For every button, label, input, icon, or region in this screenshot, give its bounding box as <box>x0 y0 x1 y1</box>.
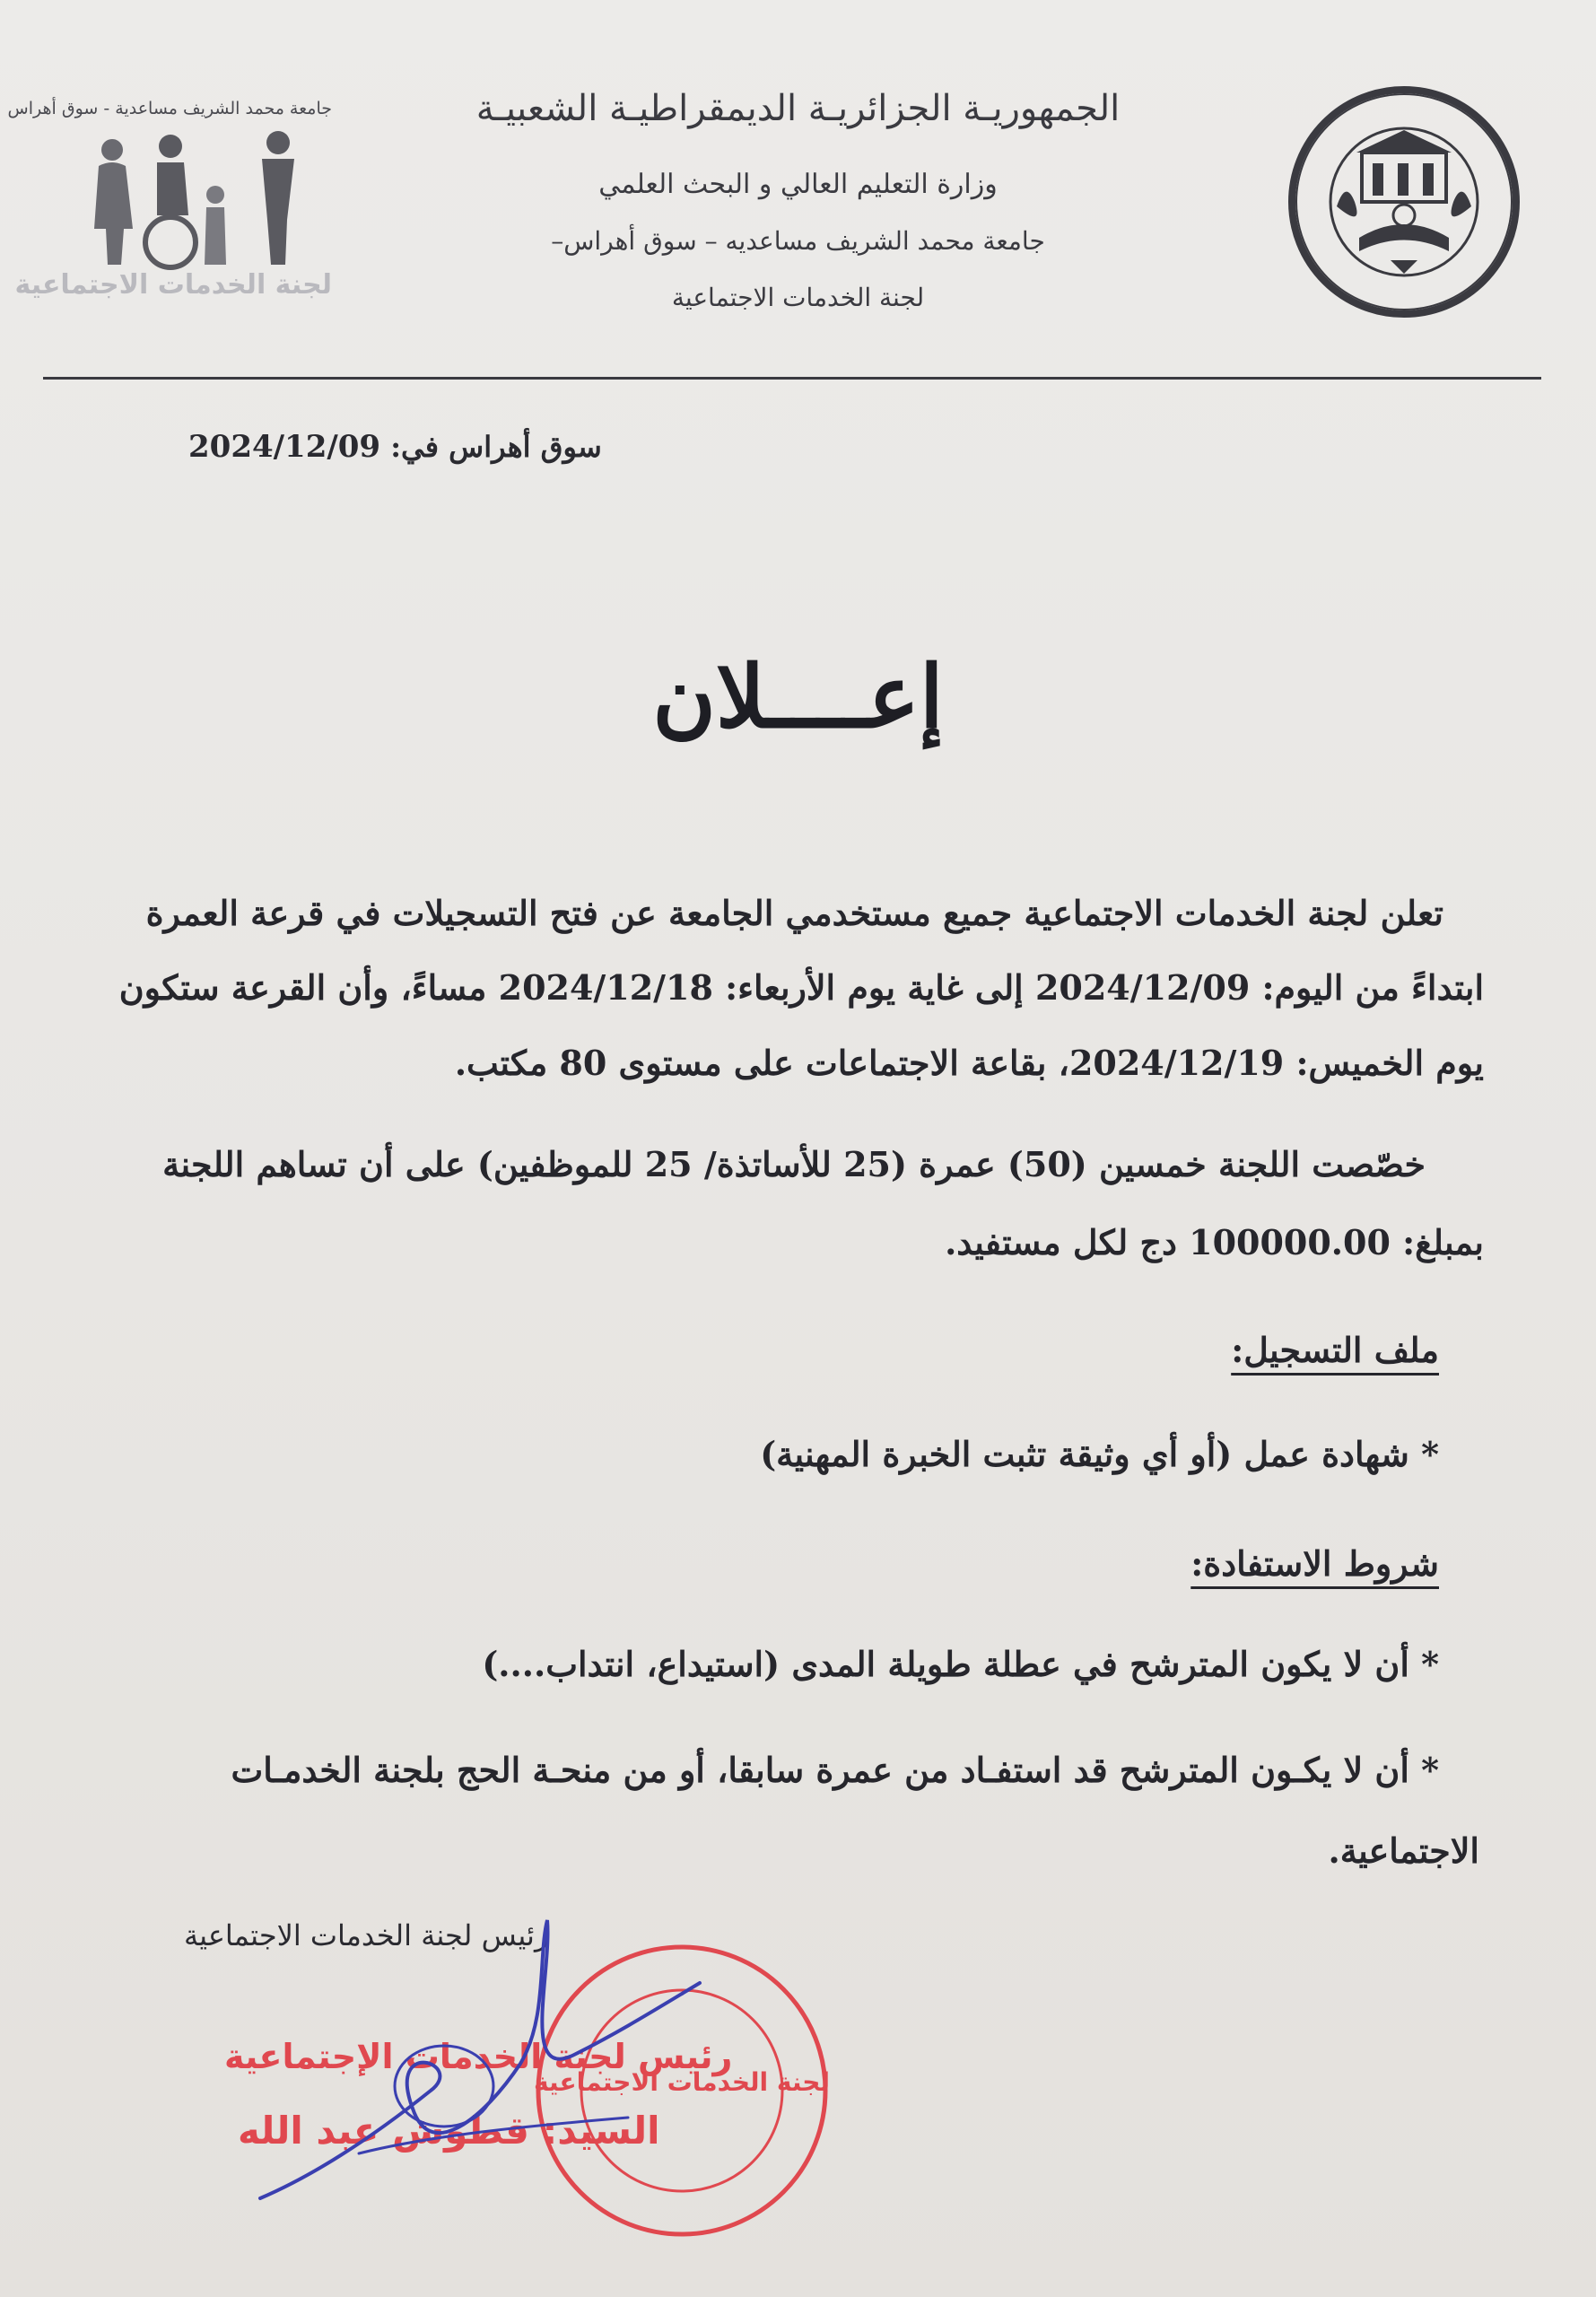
stamp-line-1: رئيس لجنة الخدمات الإجتماعية <box>224 2037 733 2076</box>
condition-item-2-line2: الاجتماعية. <box>1328 1830 1479 1871</box>
svg-text:جامعة محمد الشريف مساعدية سوق <box>1283 81 1294 85</box>
paragraph1-line1: تعلن لجنة الخدمات الاجتماعية جميع مستخدمي الجامعة عن فتح التسجيلات في قرعة العمرة <box>145 893 1443 933</box>
committee-name: لجنة الخدمات الاجتماعية <box>671 283 925 312</box>
republic-title: الجمهوريـة الجزائريـة الديمقراطيـة الشعبيـة <box>475 88 1121 129</box>
university-name: جامعة محمد الشريف مساعديه – سوق أهراس– <box>551 226 1045 256</box>
date-label: سوق أهراس في: <box>390 430 602 464</box>
announcement-title: إعــــلان <box>652 646 944 747</box>
date-value: 2024/12/09 <box>188 429 381 465</box>
condition-item-2-line1: * أن لا يكـون المترشح قد استفـاد من عمرة سابقا، أو من منحـة الحج بلجنة الخدمـات <box>231 1750 1439 1790</box>
committee-logo-bottom-text: لجنة الخدمات الاجتماعية <box>14 269 332 301</box>
ministry-name: وزارة التعليم العالي و البحث العلمي <box>598 169 998 200</box>
signature-title: رئيس لجنة الخدمات الاجتماعية <box>184 1918 549 1952</box>
registration-item: * شهادة عمل (أو أي وثيقة تثبت الخبرة المهنية) <box>760 1434 1439 1474</box>
registration-heading: ملف التسجيل: <box>1231 1330 1439 1370</box>
handwritten-signature <box>251 1902 718 2225</box>
paragraph1-line2: ابتداءً من اليوم: 2024/12/09 إلى غاية يوم الأربعاء: 2024/12/18 مساءً، وأن القرعة ستكون <box>118 967 1484 1008</box>
stamp-line-2: السيد: قطوش عبد الله <box>238 2109 660 2153</box>
round-stamp-center-text: لجنة الخدمات الاجتماعية <box>534 2067 830 2097</box>
committee-logo-top-text: جامعة محمد الشريف مساعدية - سوق أهراس <box>7 99 332 118</box>
date-line <box>188 429 602 465</box>
condition-item-1: * أن لا يكون المترشح في عطلة طويلة المدى (استيداع، انتداب....) <box>482 1644 1439 1684</box>
paragraph2-line1: خصّصت اللجنة خمسين (50) عمرة (25 للأساتذة/ 25 للموظفين) على أن تساهم اللجنة <box>162 1144 1426 1184</box>
conditions-heading: شروط الاستفادة: <box>1190 1543 1439 1584</box>
paragraph2-line2: بمبلغ: 100000.00 دج لكل مستفيد. <box>945 1222 1484 1262</box>
header-divider <box>43 377 1541 380</box>
paragraph1-line3: يوم الخميس: 2024/12/19، بقاعة الاجتماعات على مستوى 80 مكتب. <box>454 1043 1484 1083</box>
